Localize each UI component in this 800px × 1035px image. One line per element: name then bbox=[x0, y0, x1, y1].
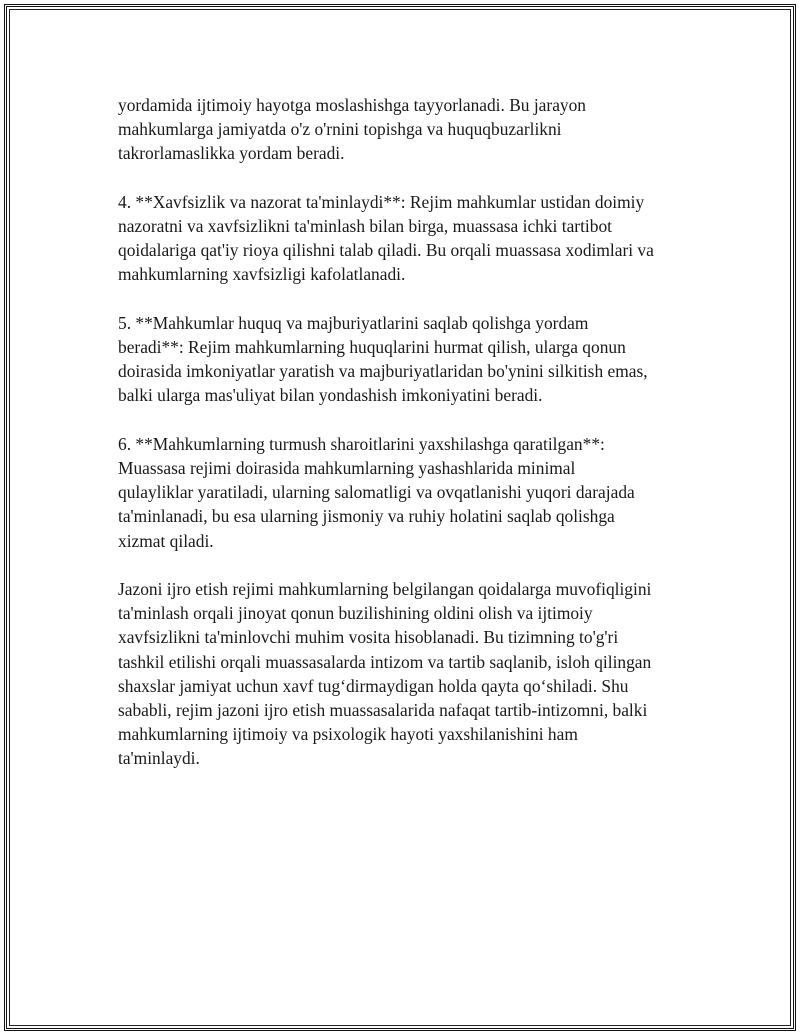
paragraph-item-6 bbox=[118, 432, 698, 553]
text-line: Muassasa rejimi doirasida mahkumlarning yashashlarida minimal bbox=[118, 458, 576, 478]
text-line: nazoratni va xavfsizlikni ta'minlash bilan birga, muassasa ichki tartibot bbox=[118, 216, 612, 236]
text-line: doirasida imkoniyatlar yaratish va majburiyatlaridan bo'ynini silkitish emas, bbox=[118, 361, 648, 382]
text-line: shaxslar jamiyat uchun xavf tug‘dirmaydigan holda qayta qo‘shiladi. Shu bbox=[118, 675, 629, 696]
text-line: mahkumlarga jamiyatda o'z o'rnini topishga va huquqbuzarlikni bbox=[118, 119, 562, 140]
paragraph-conclusion bbox=[118, 577, 698, 771]
text-line: tashkil etilishi orqali muassasalarda intizom va tartib saqlanib, isloh qilingan bbox=[118, 651, 652, 672]
paragraph-continuation bbox=[118, 93, 698, 166]
text-line: mahkumlarning xavfsizligi kafolatlanadi. bbox=[118, 264, 406, 285]
text-line: yordamida ijtimoiy hayotga moslashishga tayyorlanadi. Bu jarayon bbox=[118, 95, 587, 115]
text-line: 6. **Mahkumlarning turmush sharoitlarini yaxshilashga qaratilgan**: bbox=[118, 433, 605, 454]
text-line: qulayliklar yaratiladi, ularning salomatligi va ovqatlanishi yuqori darajada bbox=[118, 482, 635, 503]
text-line: 4. **Xavfsizlik va nazorat ta'minlaydi**: Rejim mahkumlar ustidan doimiy bbox=[118, 191, 645, 212]
text-line: sababli, rejim jazoni ijro etish muassasalarida nafaqat tartib-intizomni, balki bbox=[118, 700, 648, 721]
paragraph-item-4 bbox=[118, 190, 698, 287]
text-line: xavfsizlikni ta'minlovchi muhim vosita hisoblanadi. Bu tizimning to'g'ri bbox=[118, 627, 619, 648]
text-line: balki ularga mas'uliyat bilan yondashish imkoniyatini beradi. bbox=[118, 385, 543, 406]
text-line: ta'minlanadi, bu esa ularning jismoniy va ruhiy holatini saqlab qolishga bbox=[118, 506, 615, 527]
text-line: ta'minlaydi. bbox=[118, 748, 200, 769]
document-body bbox=[118, 93, 698, 795]
text-line: qoidalariga qat'iy rioya qilishni talab qiladi. Bu orqali muassasa xodimlari va bbox=[118, 240, 654, 261]
text-line: 5. **Mahkumlar huquq va majburiyatlarini saqlab qolishga yordam bbox=[118, 312, 589, 333]
paragraph-item-5 bbox=[118, 311, 698, 408]
text-line: beradi**: Rejim mahkumlarning huquqlarini hurmat qilish, ularga qonun bbox=[118, 337, 626, 357]
text-line: mahkumlarning ijtimoiy va psixologik hayoti yaxshilanishini ham bbox=[118, 724, 578, 745]
text-line: Jazoni ijro etish rejimi mahkumlarning belgilangan qoidalarga muvofiqligini bbox=[118, 579, 652, 599]
text-line: xizmat qiladi. bbox=[118, 530, 214, 551]
text-line: takrorlamaslikka yordam beradi. bbox=[118, 143, 345, 164]
text-line: ta'minlash orqali jinoyat qonun buzilishining oldini olish va ijtimoiy bbox=[118, 603, 593, 624]
